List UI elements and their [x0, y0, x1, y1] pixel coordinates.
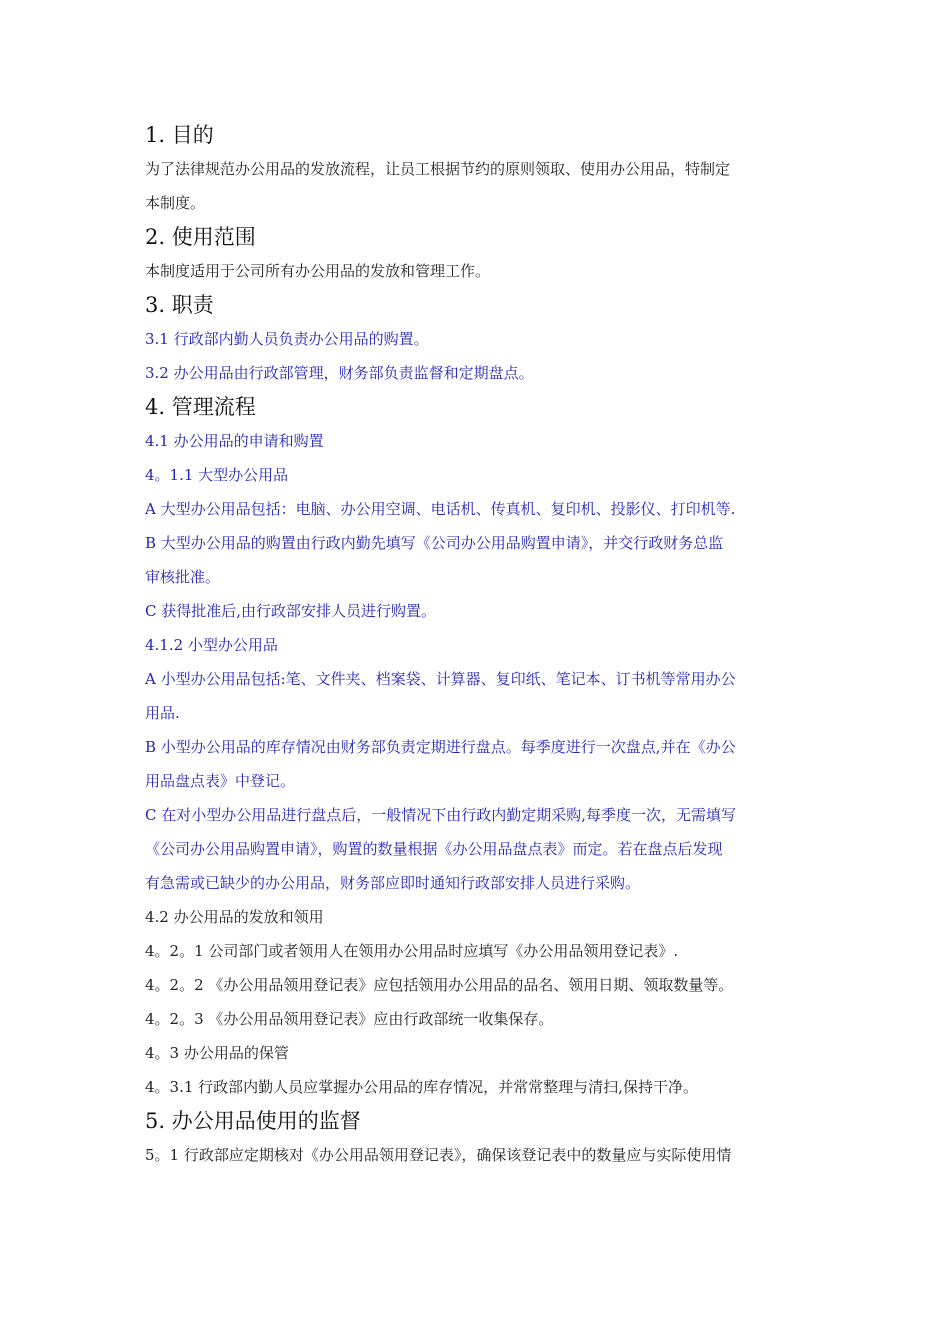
section-1-heading: 1. 目的: [145, 123, 214, 147]
section-4-dark-line-5: 4。3 办公用品的保管: [145, 1044, 289, 1062]
section-5-heading: 5. 办公用品使用的监督: [145, 1109, 361, 1133]
section-4-blue-line-12: C 在对小型办公用品进行盘点后，一般情况下由行政内勤定期采购,每季度一次，无需填写: [145, 806, 737, 824]
document-page: [145, 118, 810, 1172]
section-5-line-1: 5。1 行政部应定期核对《办公用品领用登记表》，确保该登记表中的数量应与实际使用情: [145, 1146, 732, 1164]
section-4-blue-line-3: A 大型办公用品包括：电脑、办公用空调、电话机、传真机、复印机、投影仪、打印机等.: [145, 500, 736, 518]
section-4-dark-line-4: 4。2。3 《办公用品领用登记表》应由行政部统一收集保存。: [145, 1010, 554, 1028]
section-4-blue-line-5: 审核批准。: [145, 568, 221, 586]
section-4-blue-line-1: 4.1 办公用品的申请和购置: [145, 432, 324, 450]
section-4-blue-line-11: 用品盘点表》中登记。: [145, 772, 296, 790]
section-4-dark-line-2: 4。2。1 公司部门或者领用人在领用办公用品时应填写《办公用品领用登记表》.: [145, 942, 679, 960]
section-4-blue-line-7: 4.1.2 小型办公用品: [145, 636, 278, 654]
section-1-line-2: 本制度。: [145, 194, 206, 212]
section-4-blue-line-14: 有急需或已缺少的办公用品，财务部应即时通知行政部安排人员进行采购。: [145, 874, 641, 892]
section-4-blue-line-2: 4。1.1 大型办公用品: [145, 466, 289, 484]
section-4-dark-line-3: 4。2。2 《办公用品领用登记表》应包括领用办公用品的品名、领用日期、领取数量等。: [145, 976, 734, 994]
section-4-blue-line-8: A 小型办公用品包括:笔、文件夹、档案袋、计算器、复印纸、笔记本、订书机等常用办公: [145, 670, 736, 688]
section-4-blue-line-13: 《公司办公用品购置申请》，购置的数量根据《办公用品盘点表》而定。若在盘点后发现: [145, 840, 723, 858]
section-1-line-1: 为了法律规范办公用品的发放流程，让员工根据节约的原则领取、使用办公用品，特制定: [145, 160, 731, 178]
section-4-heading: 4. 管理流程: [145, 395, 256, 419]
section-2-line-1: 本制度适用于公司所有办公用品的发放和管理工作。: [145, 262, 491, 280]
section-4-blue-line-4: B 大型办公用品的购置由行政内勤先填写《公司办公用品购置申请》，并交行政财务总监: [145, 534, 724, 552]
section-4-dark-line-1: 4.2 办公用品的发放和领用: [145, 908, 324, 926]
section-3-line-1: 3.1 行政部内勤人员负责办公用品的购置。: [145, 330, 429, 348]
section-4-dark-line-6: 4。3.1 行政部内勤人员应掌握办公用品的库存情况，并常常整理与清扫,保持干净。: [145, 1078, 698, 1096]
section-3-heading: 3. 职责: [145, 293, 214, 317]
section-4-blue-line-9: 用品.: [145, 704, 180, 722]
section-2-heading: 2. 使用范围: [145, 225, 256, 249]
section-3-line-2: 3.2 办公用品由行政部管理，财务部负责监督和定期盘点。: [145, 364, 534, 382]
section-4-blue-line-6: C 获得批准后,由行政部安排人员进行购置。: [145, 602, 437, 620]
section-4-blue-line-10: B 小型办公用品的库存情况由财务部负责定期进行盘点。每季度进行一次盘点,并在《办公: [145, 738, 736, 756]
